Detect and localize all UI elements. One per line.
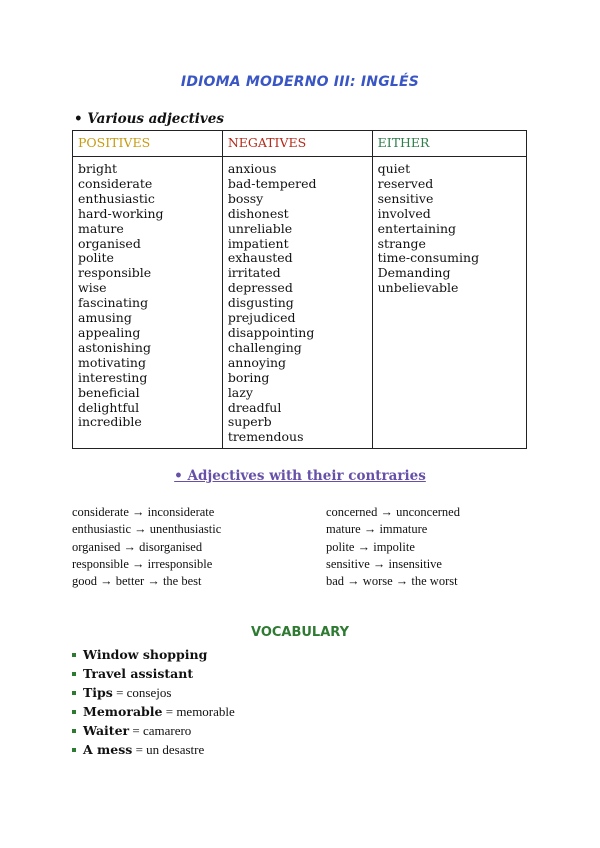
either-adjective: entertaining bbox=[377, 220, 457, 236]
square-bullet-icon bbox=[72, 672, 76, 676]
vocabulary-list bbox=[72, 646, 235, 759]
contraries-left-column bbox=[72, 504, 221, 590]
vocabulary-item bbox=[72, 684, 235, 703]
square-bullet-icon bbox=[72, 653, 76, 657]
vocabulary-item bbox=[72, 665, 235, 684]
section-heading-contraries: • Adjectives with their contraries bbox=[174, 468, 426, 484]
either-adjective: strange bbox=[377, 235, 426, 251]
contrary-pair: enthusiastic → unenthusiastic bbox=[72, 522, 222, 537]
negative-adjective: superb bbox=[227, 414, 272, 430]
square-bullet-icon bbox=[72, 729, 76, 733]
either-adjective: involved bbox=[377, 205, 431, 221]
vocabulary-item bbox=[72, 703, 235, 722]
vocabulary-meaning: = camarero bbox=[129, 722, 192, 738]
vocabulary-term: Tips bbox=[83, 684, 113, 700]
vocabulary-item bbox=[72, 646, 235, 665]
contrary-pair: considerate → inconsiderate bbox=[72, 505, 215, 519]
negatives-list bbox=[222, 157, 372, 449]
header-either: EITHER bbox=[372, 131, 526, 157]
positive-adjective: delightful bbox=[78, 399, 140, 415]
vocabulary-term: Memorable bbox=[83, 703, 163, 719]
positive-adjective: enthusiastic bbox=[78, 190, 155, 206]
positive-adjective: beneficial bbox=[78, 384, 140, 400]
positive-adjective: astonishing bbox=[78, 339, 151, 355]
negative-adjective: irritated bbox=[227, 265, 281, 281]
either-adjective: Demanding bbox=[377, 265, 451, 281]
vocabulary-term: Travel assistant bbox=[83, 665, 194, 681]
vocabulary-meaning: = un desastre bbox=[132, 741, 205, 757]
either-adjective: unbelievable bbox=[377, 280, 459, 296]
vocabulary-item bbox=[72, 741, 235, 760]
vocabulary-term: Waiter bbox=[83, 722, 130, 738]
negative-adjective: bossy bbox=[227, 190, 264, 206]
positive-adjective: wise bbox=[78, 280, 107, 296]
negative-adjective: depressed bbox=[227, 280, 293, 296]
positive-adjective: organised bbox=[78, 235, 141, 251]
contrary-pair: organised → disorganised bbox=[72, 539, 203, 554]
either-adjective: quiet bbox=[377, 161, 411, 176]
negative-adjective: dreadful bbox=[227, 399, 282, 415]
negative-adjective: unreliable bbox=[227, 220, 293, 236]
either-adjective: reserved bbox=[377, 175, 434, 191]
vocabulary-title: VOCABULARY bbox=[250, 625, 349, 640]
vocabulary-term: Window shopping bbox=[83, 647, 208, 662]
positive-adjective: appealing bbox=[78, 324, 141, 340]
vocabulary-item bbox=[72, 722, 235, 741]
positive-adjective: fascinating bbox=[78, 295, 149, 311]
negative-adjective: tremendous bbox=[227, 429, 304, 445]
square-bullet-icon bbox=[72, 748, 76, 752]
positive-adjective: motivating bbox=[78, 354, 146, 370]
negative-adjective: challenging bbox=[227, 339, 302, 355]
contrary-pair: polite → impolite bbox=[326, 539, 415, 554]
either-list bbox=[372, 157, 526, 449]
positive-adjective: bright bbox=[78, 161, 118, 176]
section-heading-various-adjectives bbox=[74, 111, 224, 127]
contrary-pair: good → better → the best bbox=[72, 574, 202, 589]
negative-adjective: disgusting bbox=[227, 295, 294, 311]
negative-adjective: bad-tempered bbox=[227, 175, 317, 191]
square-bullet-icon bbox=[72, 710, 76, 714]
contraries-right-column bbox=[326, 504, 460, 590]
negative-adjective: prejudiced bbox=[227, 310, 296, 326]
section-bullet: • bbox=[74, 111, 83, 127]
positive-adjective: amusing bbox=[78, 310, 132, 326]
negative-adjective: annoying bbox=[227, 354, 287, 370]
adjectives-table bbox=[72, 130, 527, 449]
negative-adjective: dishonest bbox=[227, 205, 289, 221]
contrary-pair: responsible → irresponsible bbox=[72, 556, 213, 571]
either-adjective: time-consuming bbox=[377, 250, 480, 266]
square-bullet-icon bbox=[72, 691, 76, 695]
positive-adjective: mature bbox=[78, 220, 124, 236]
contrary-pair: sensitive → insensitive bbox=[326, 556, 442, 571]
vocabulary-term: A mess bbox=[83, 741, 133, 757]
contrary-pair: concerned → unconcerned bbox=[326, 505, 460, 519]
either-adjective: sensitive bbox=[377, 190, 434, 206]
contrary-pair: mature → immature bbox=[326, 522, 428, 537]
positive-adjective: responsible bbox=[78, 265, 152, 281]
vocabulary-meaning: = consejos bbox=[112, 684, 172, 700]
negative-adjective: anxious bbox=[227, 161, 277, 176]
contrary-pair: bad → worse → the worst bbox=[326, 574, 458, 589]
negative-adjective: exhausted bbox=[227, 250, 293, 266]
positive-adjective: incredible bbox=[78, 414, 142, 430]
header-negatives: NEGATIVES bbox=[222, 131, 372, 157]
section-heading-text: Various adjectives bbox=[87, 111, 224, 127]
negative-adjective: disappointing bbox=[227, 324, 315, 340]
negative-adjective: boring bbox=[227, 369, 270, 385]
page-title: IDIOMA MODERNO III: INGLÉS bbox=[180, 74, 420, 90]
positive-adjective: polite bbox=[78, 250, 114, 266]
negative-adjective: impatient bbox=[227, 235, 289, 251]
positive-adjective: interesting bbox=[78, 369, 148, 385]
positive-adjective: considerate bbox=[78, 175, 153, 191]
positive-adjective: hard-working bbox=[78, 205, 164, 221]
positives-list bbox=[73, 157, 223, 449]
negative-adjective: lazy bbox=[227, 384, 253, 400]
vocabulary-meaning: = memorable bbox=[162, 703, 235, 719]
header-positives: POSITIVES bbox=[73, 131, 223, 157]
